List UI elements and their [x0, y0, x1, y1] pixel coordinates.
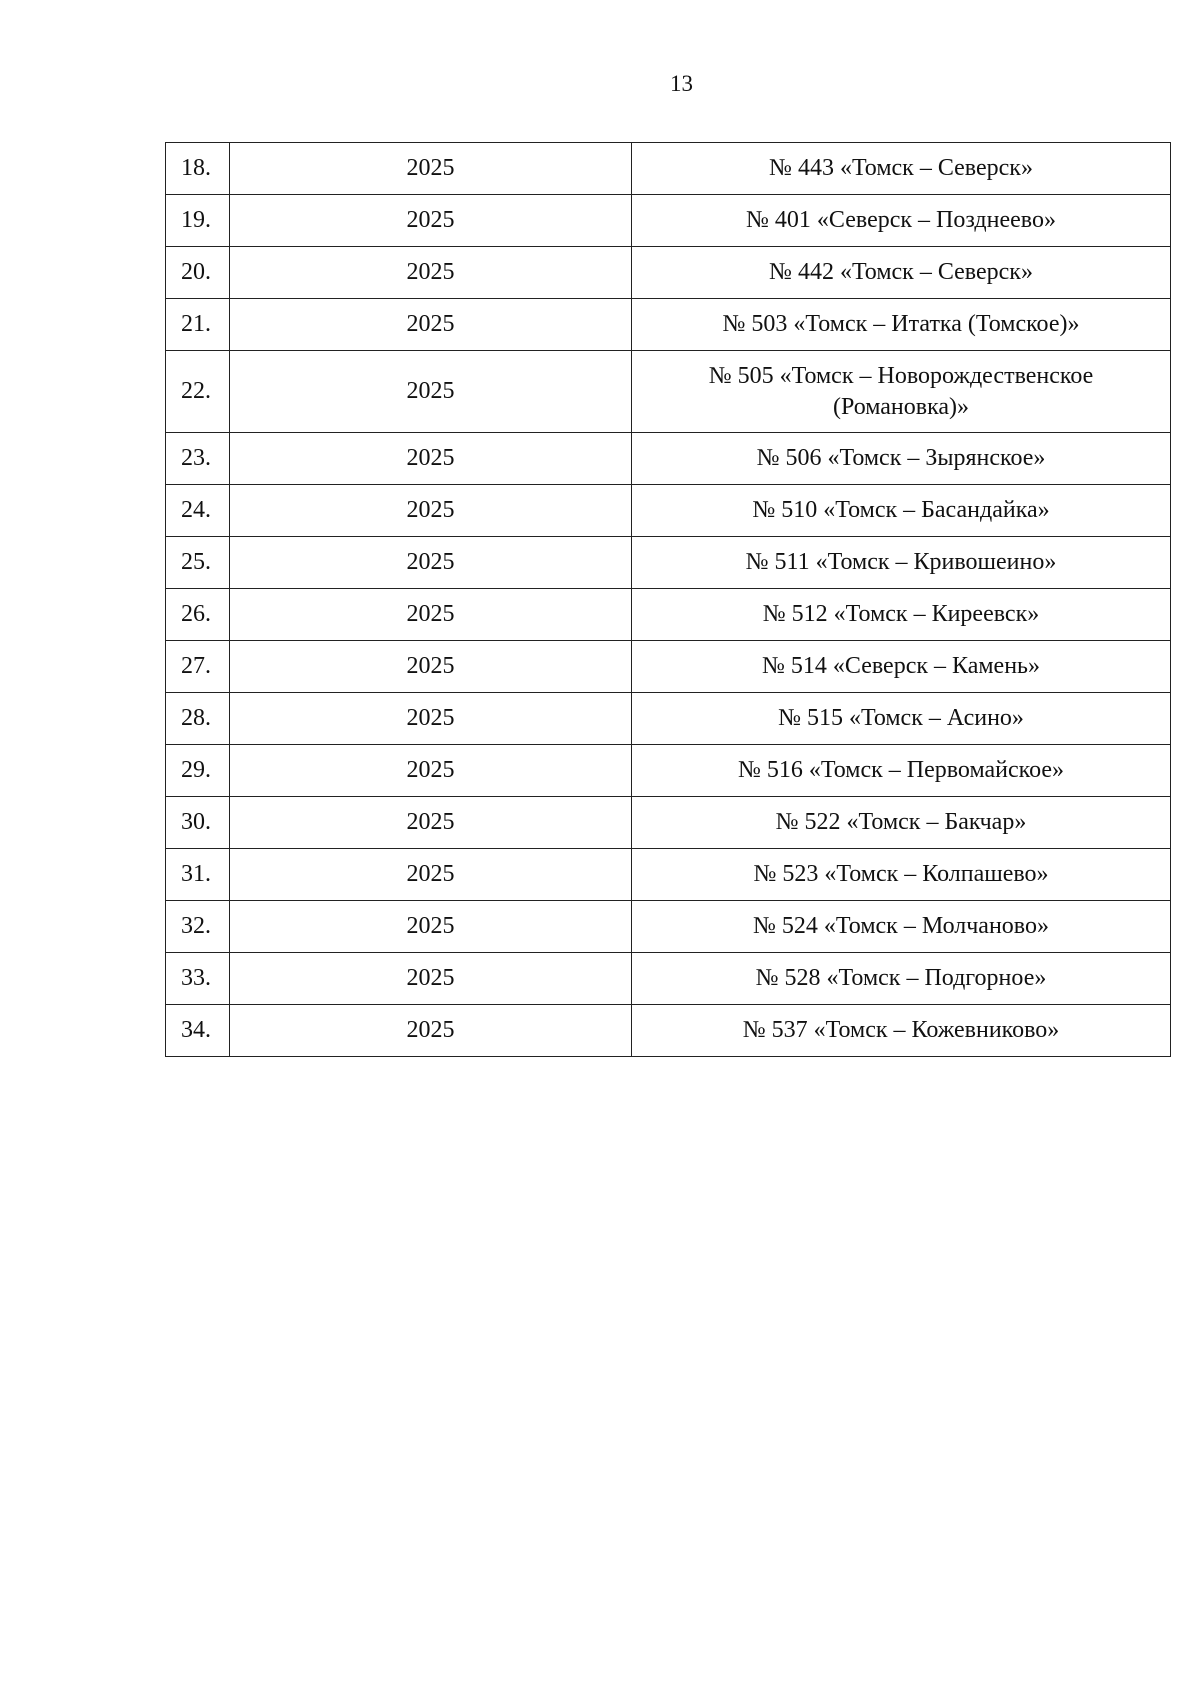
row-year: 2025 [230, 901, 632, 953]
row-year: 2025 [230, 433, 632, 485]
table-row [166, 195, 1171, 247]
row-route: № 522 «Томск – Бакчар» [632, 797, 1171, 849]
row-number: 28. [166, 693, 230, 745]
row-route: № 516 «Томск – Первомайское» [632, 745, 1171, 797]
row-route: № 524 «Томск – Молчаново» [632, 901, 1171, 953]
row-number: 25. [166, 537, 230, 589]
table-row [166, 1005, 1171, 1057]
table-row [166, 537, 1171, 589]
row-year: 2025 [230, 849, 632, 901]
row-number: 32. [166, 901, 230, 953]
routes-table-body [166, 143, 1171, 1057]
page-number: 13 [670, 71, 693, 96]
row-year: 2025 [230, 143, 632, 195]
row-route: № 401 «Северск – Позднеево» [632, 195, 1171, 247]
row-year: 2025 [230, 1005, 632, 1057]
routes-table [165, 142, 1171, 1057]
row-number: 27. [166, 641, 230, 693]
row-year: 2025 [230, 537, 632, 589]
row-year: 2025 [230, 745, 632, 797]
row-route: № 510 «Томск – Басандайка» [632, 485, 1171, 537]
row-number: 29. [166, 745, 230, 797]
row-number: 34. [166, 1005, 230, 1057]
table-row [166, 589, 1171, 641]
row-year: 2025 [230, 247, 632, 299]
row-route: № 506 «Томск – Зырянское» [632, 433, 1171, 485]
table-row [166, 849, 1171, 901]
row-route: № 537 «Томск – Кожевниково» [632, 1005, 1171, 1057]
row-number: 23. [166, 433, 230, 485]
row-number: 24. [166, 485, 230, 537]
row-number: 18. [166, 143, 230, 195]
row-route: № 443 «Томск – Северск» [632, 143, 1171, 195]
table-row [166, 797, 1171, 849]
table-row [166, 485, 1171, 537]
table-row [166, 299, 1171, 351]
row-route: № 511 «Томск – Кривошеино» [632, 537, 1171, 589]
row-route: № 505 «Томск – Новорождественское (Романовка)» [632, 351, 1171, 433]
row-number: 26. [166, 589, 230, 641]
row-route: № 515 «Томск – Асино» [632, 693, 1171, 745]
row-route: № 528 «Томск – Подгорное» [632, 953, 1171, 1005]
row-number: 22. [166, 351, 230, 433]
table-row [166, 247, 1171, 299]
row-year: 2025 [230, 953, 632, 1005]
row-route: № 514 «Северск – Камень» [632, 641, 1171, 693]
row-number: 20. [166, 247, 230, 299]
table-row [166, 641, 1171, 693]
row-year: 2025 [230, 797, 632, 849]
row-year: 2025 [230, 693, 632, 745]
row-number: 21. [166, 299, 230, 351]
table-row [166, 745, 1171, 797]
row-year: 2025 [230, 299, 632, 351]
row-route: № 512 «Томск – Киреевск» [632, 589, 1171, 641]
table-row [166, 953, 1171, 1005]
row-year: 2025 [230, 351, 632, 433]
table-row [166, 143, 1171, 195]
row-year: 2025 [230, 195, 632, 247]
table-row [166, 433, 1171, 485]
row-number: 33. [166, 953, 230, 1005]
table-row [166, 901, 1171, 953]
row-year: 2025 [230, 485, 632, 537]
row-year: 2025 [230, 641, 632, 693]
row-number: 31. [166, 849, 230, 901]
row-route: № 442 «Томск – Северск» [632, 247, 1171, 299]
row-route: № 503 «Томск – Итатка (Томское)» [632, 299, 1171, 351]
row-route: № 523 «Томск – Колпашево» [632, 849, 1171, 901]
table-row [166, 351, 1171, 433]
table-row [166, 693, 1171, 745]
row-number: 19. [166, 195, 230, 247]
row-number: 30. [166, 797, 230, 849]
row-year: 2025 [230, 589, 632, 641]
